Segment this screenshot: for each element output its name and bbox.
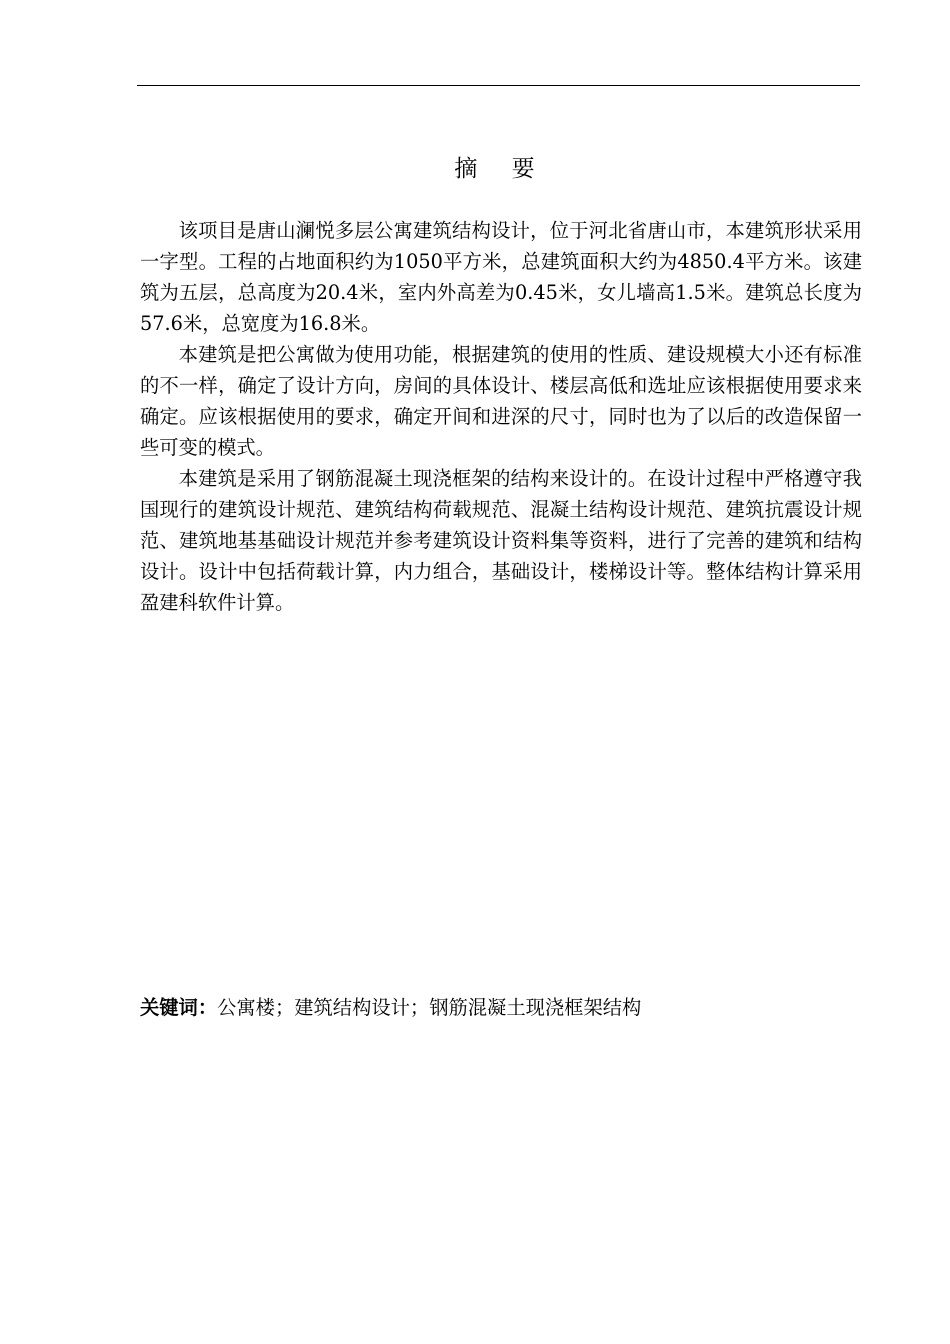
page-title bbox=[0, 152, 950, 186]
abstract-heading: 摘 要 bbox=[454, 156, 536, 182]
keywords-text: 公寓楼；建筑结构设计；钢筋混凝土现浇框架结构 bbox=[217, 996, 642, 1019]
abstract-paragraph-3: 本建筑是采用了钢筋混凝土现浇框架的结构来设计的。在设计过程中严格遵守我国现行的建筑设计规范、建筑结构荷载规范、混凝土结构设计规范、建筑抗震设计规范、建筑地基基础设计规范并参考建筑设计资料集等资料，进行了完善的建筑和结构设计。设计中包括荷载计算，内力组合，基础设计，楼梯设计等。整体结构计算采用盈建科软件计算。 bbox=[140, 467, 862, 614]
header-rule bbox=[137, 85, 860, 86]
abstract-paragraph-2: 本建筑是把公寓做为使用功能，根据建筑的使用的性质、建设规模大小还有标准的不一样，确定了设计方向，房间的具体设计、楼层高低和选址应该根据使用要求来确定。应该根据使用的要求，确定开间和进深的尺寸，同时也为了以后的改造保留一些可变的模式。 bbox=[140, 343, 862, 459]
abstract-paragraph-1: 该项目是唐山澜悦多层公寓建筑结构设计，位于河北省唐山市，本建筑形状采用一字型。工程的占地面积约为1050平方米，总建筑面积大约为4850.4平方米。该建筑为五层，总高度为20.4米，室内外高差为0.45米，女儿墙高1.5米。建筑总长度为57.6米，总宽度为16.8米。 bbox=[140, 219, 862, 335]
keywords-label: 关键词： bbox=[140, 996, 218, 1019]
keywords-line bbox=[140, 992, 862, 1023]
abstract-body bbox=[140, 215, 862, 618]
